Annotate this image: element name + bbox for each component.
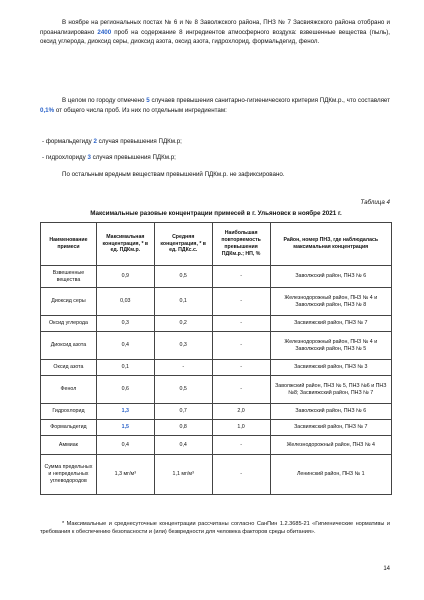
repeatability-cell: 1,0 bbox=[212, 420, 270, 436]
table-row bbox=[41, 436, 392, 455]
max-cell: 1,3 мг/м³ bbox=[96, 455, 154, 495]
footnote: * Максимальные и среднесуточные концентрации рассчитаны согласно СанПин 1.2.3685-21 «Гигиенические нормативы и требования к обеспечению безопасности и (или) безвредности для человека факторов среды обитания». bbox=[40, 521, 390, 535]
table-row bbox=[41, 266, 392, 288]
exceedance-percent: 0,1% bbox=[40, 106, 55, 114]
intro-paragraph-1 bbox=[40, 18, 390, 47]
exceedance-count: 5 bbox=[146, 97, 150, 104]
region-cell: Заволжский район, ПНЗ № 6 bbox=[270, 404, 391, 420]
avg-cell: 0,2 bbox=[154, 316, 212, 332]
header-substance: Наименование примеси bbox=[41, 223, 97, 266]
avg-cell: 1,1 мг/м³ bbox=[154, 455, 212, 495]
text: случая превышения ПДКм.р; bbox=[90, 154, 176, 161]
avg-cell: 0,5 bbox=[154, 376, 212, 404]
hydrochloride-count: 3 bbox=[87, 154, 91, 161]
table-label: Таблица 4 bbox=[360, 199, 390, 206]
bullet-formaldehyde bbox=[42, 137, 182, 147]
repeatability-cell: 2,0 bbox=[212, 404, 270, 420]
substance-cell: Оксид углерода bbox=[41, 316, 97, 332]
intro-paragraph-2 bbox=[40, 96, 390, 115]
max-cell: 0,4 bbox=[96, 436, 154, 455]
text: - гидрохлориду bbox=[42, 154, 88, 161]
max-cell: 0,3 bbox=[96, 316, 154, 332]
table-row bbox=[41, 316, 392, 332]
formaldehyde-count: 2 bbox=[93, 138, 97, 145]
repeatability-cell: - bbox=[212, 360, 270, 376]
table-row bbox=[41, 332, 392, 360]
substance-cell: Формальдегид bbox=[41, 420, 97, 436]
max-cell: 1,5 bbox=[96, 420, 154, 436]
text: случая превышения ПДКм.р; bbox=[96, 138, 182, 145]
text: случаев превышения санитарно-гигиенического критерия ПДКм.р., что составляет bbox=[149, 97, 391, 104]
table-row bbox=[41, 288, 392, 316]
avg-cell: 0,4 bbox=[154, 436, 212, 455]
avg-cell: 0,7 bbox=[154, 404, 212, 420]
avg-cell: 0,1 bbox=[154, 288, 212, 316]
repeatability-cell: - bbox=[212, 436, 270, 455]
table-row bbox=[41, 404, 392, 420]
table-row bbox=[41, 360, 392, 376]
max-cell: 1,3 bbox=[96, 404, 154, 420]
header-repeatability: Наибольшая повторяемость превышения ПДКм.р.; НП, % bbox=[212, 223, 270, 266]
substance-cell: Сумма предельных и непредельных углеводородов bbox=[41, 455, 97, 495]
substance-cell: Диоксид азота bbox=[41, 332, 97, 360]
text: от общего числа проб. Из них по отдельным ингредиентам: bbox=[54, 106, 227, 114]
max-cell: 0,4 bbox=[96, 332, 154, 360]
concentration-table bbox=[40, 222, 392, 495]
region-cell: Засвияжский район, ПНЗ № 7 bbox=[270, 420, 391, 436]
max-cell: 0,6 bbox=[96, 376, 154, 404]
repeatability-cell: - bbox=[212, 288, 270, 316]
region-cell: Заволжский район, ПНЗ № 6 bbox=[270, 266, 391, 288]
substance-cell: Взвешенные вещества bbox=[41, 266, 97, 288]
max-cell: 0,1 bbox=[96, 360, 154, 376]
table-row bbox=[41, 455, 392, 495]
repeatability-cell: - bbox=[212, 316, 270, 332]
avg-cell: 0,3 bbox=[154, 332, 212, 360]
region-cell: Ленинский район, ПНЗ № 1 bbox=[270, 455, 391, 495]
substance-cell: Аммиак bbox=[41, 436, 97, 455]
substance-cell: Гидрохлорид bbox=[41, 404, 97, 420]
avg-cell: 0,5 bbox=[154, 266, 212, 288]
header-region: Район, номер ПНЗ, где наблюдалась максимальная концентрация bbox=[270, 223, 391, 266]
substance-cell: Диоксид серы bbox=[41, 288, 97, 316]
header-avg-concentration: Средняя концентрация, * в ед. ПДКс.с. bbox=[154, 223, 212, 266]
repeatability-cell: - bbox=[212, 376, 270, 404]
page-number: 14 bbox=[383, 566, 390, 572]
region-cell: Железнодорожный район, ПНЗ № 4 bbox=[270, 436, 391, 455]
region-cell: Заволжский район, ПНЗ № 5, ПНЗ №6 и ПНЗ №8; Засвияжский район, ПНЗ № 7 bbox=[270, 376, 391, 404]
avg-cell: - bbox=[154, 360, 212, 376]
avg-cell: 0,8 bbox=[154, 420, 212, 436]
intro-paragraph-3: По остальным вредным веществам превышений ПДКм.р. не зафиксировано. bbox=[62, 171, 285, 178]
region-cell: Железнодорожный район, ПНЗ № 4 и Заволжский район, ПНЗ № 5 bbox=[270, 332, 391, 360]
table-title: Максимальные разовые концентрации примесей в г. Ульяновск в ноябре 2021 г. bbox=[90, 210, 342, 217]
sample-count: 2400 bbox=[97, 28, 112, 36]
text: В ноябре на региональных постах № 6 и № 8 Заволжского района, ПНЗ № 7 Засвияжского района отобрано и проанализировано bbox=[40, 19, 390, 36]
text: - формальдегиду bbox=[42, 138, 94, 145]
table-row bbox=[41, 376, 392, 404]
repeatability-cell: - bbox=[212, 266, 270, 288]
header-max-concentration: Максимальная концентрация, * в ед. ПДКм.р. bbox=[96, 223, 154, 266]
repeatability-cell: - bbox=[212, 332, 270, 360]
substance-cell: Оксид азота bbox=[41, 360, 97, 376]
region-cell: Железнодорожный район, ПНЗ № 4 и Заволжский район, ПНЗ № 8 bbox=[270, 288, 391, 316]
substance-cell: Фенол bbox=[41, 376, 97, 404]
text: проб на содержание 8 ингредиентов атмосферного воздуха: взвешенные вещества (пыль), оксид углерода, диоксид серы, диоксид азота, оксид азота, гидрохлорид, формальдегид, фенол. bbox=[40, 28, 391, 46]
bullet-hydrochloride bbox=[42, 153, 176, 163]
repeatability-cell: - bbox=[212, 455, 270, 495]
max-cell: 0,9 bbox=[96, 266, 154, 288]
text: В целом по городу отмечено bbox=[62, 97, 147, 104]
region-cell: Засвияжский район, ПНЗ № 7 bbox=[270, 316, 391, 332]
max-cell: 0,03 bbox=[96, 288, 154, 316]
table-header-row bbox=[41, 223, 392, 266]
region-cell: Засвияжский район, ПНЗ № 3 bbox=[270, 360, 391, 376]
table-row bbox=[41, 420, 392, 436]
